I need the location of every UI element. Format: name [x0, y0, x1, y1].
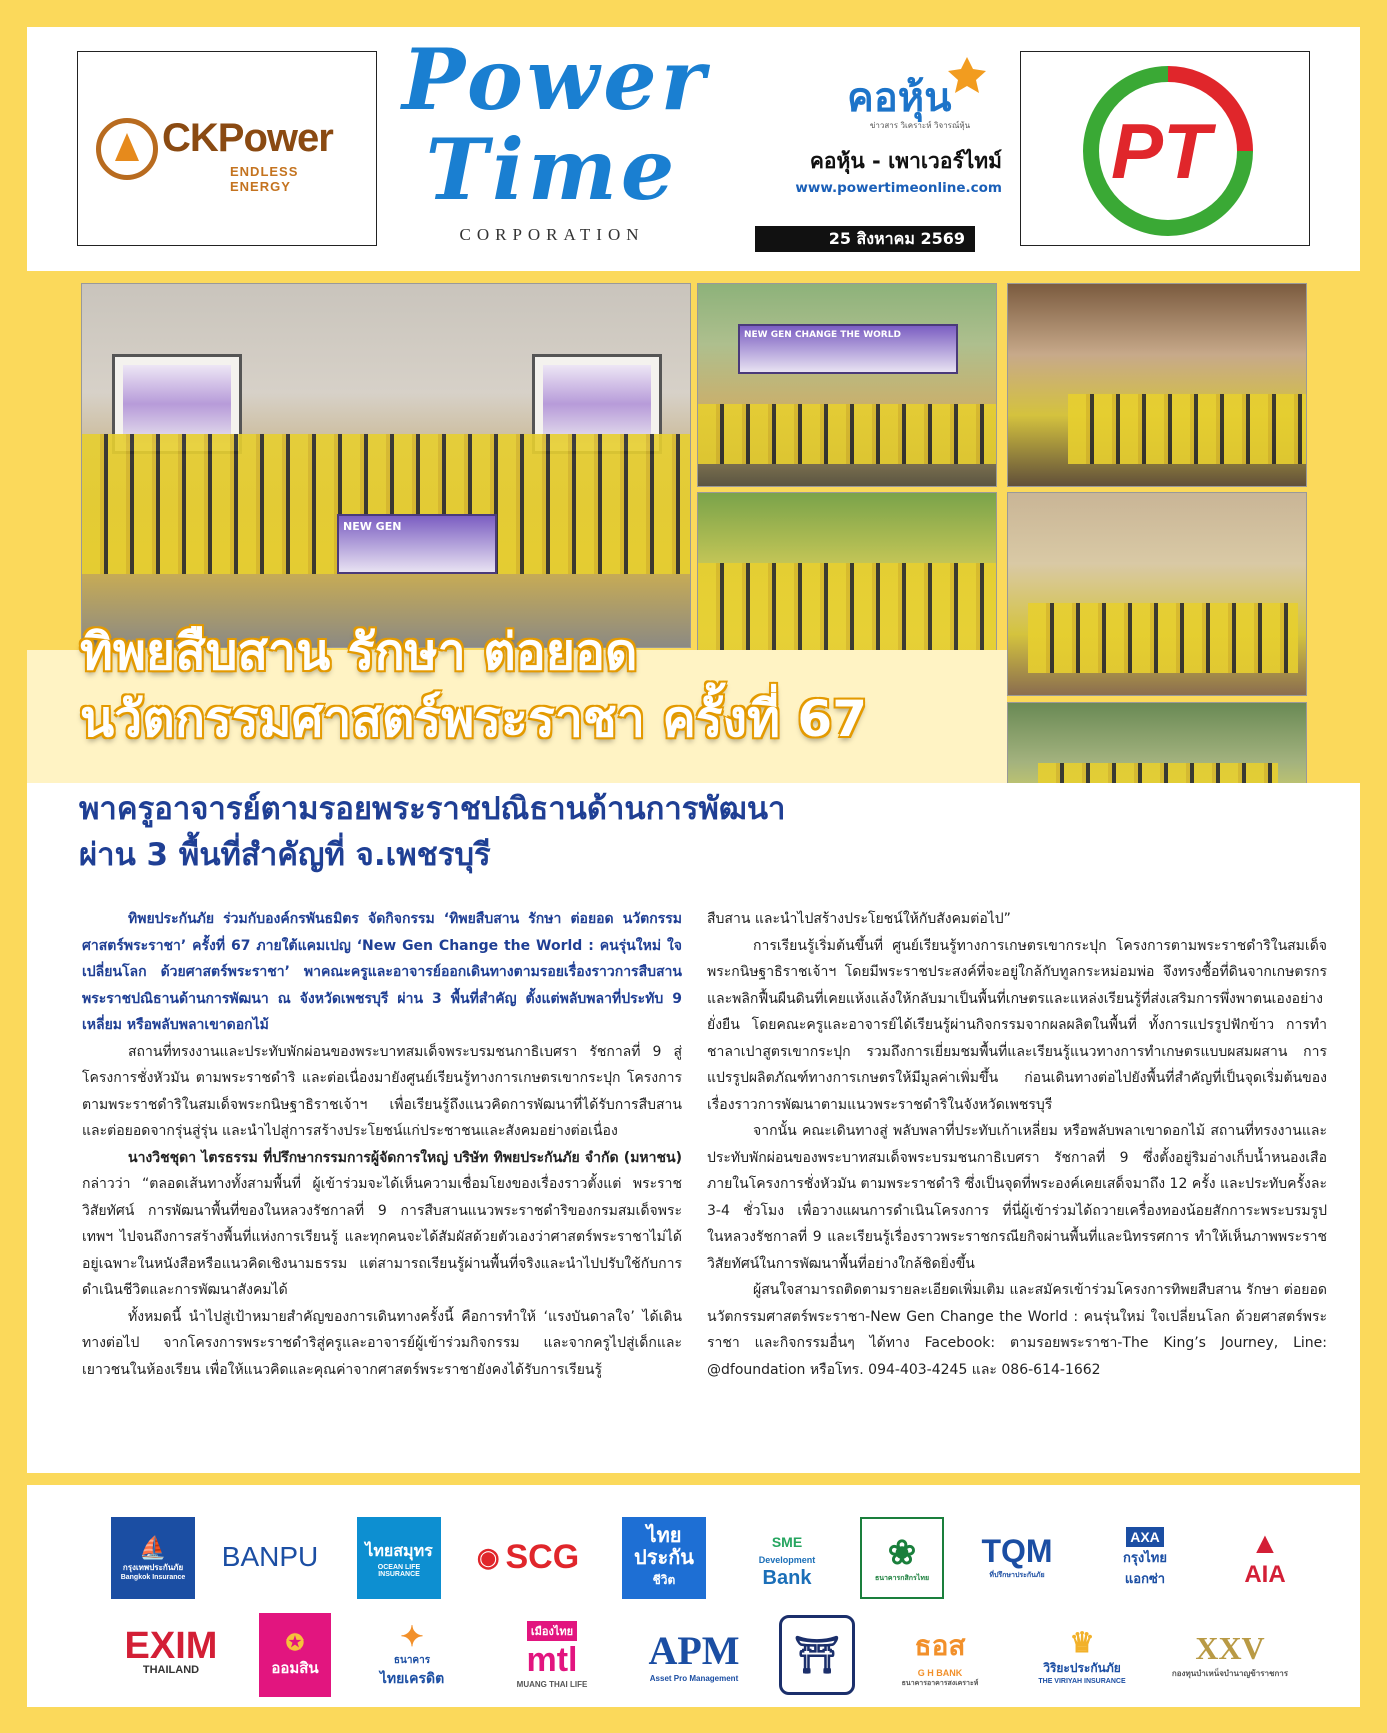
masthead — [27, 27, 1360, 271]
khohun-logo-text: คอหุ้น — [847, 75, 952, 121]
sponsor-gpf: XXV กองทุนบำเหน็จบำนาญข้าราชการ — [1171, 1630, 1289, 1678]
article-column-right — [707, 906, 1327, 1383]
powertime-corporation: CORPORATION — [459, 225, 645, 244]
event-banner — [337, 514, 497, 574]
khohun-logo — [847, 53, 997, 128]
ckpower-logo — [96, 114, 358, 194]
main-group-photo — [81, 283, 691, 648]
sponsor-thai-credit: ✦ ธนาคาร ไทยเครดิต — [379, 1621, 445, 1686]
quote-text: กล่าวว่า “ตลอดเส้นทางทั้งสามพื้นที่ ผู้เข้าร่วมจะได้เห็นความเชื่อมโยงของเรื่องราวตั้งแต่ พระราชวิสัยทัศน์ การพัฒนาพื้นที่ของในหลวงรัชกาลที่ 9 การสืบสานแนวพระราชดำริของกรมสมเด็จพระเทพฯ ไปจนถึงการสร้างพื้นที่แห่งการเรียนรู้ และทุกคนจะได้สัมผัสด้วยตัวเองว่าศาสตร์พระราชาไม่ได้อยู่เฉพาะในหนังสือหรือแนวคิดเชิงนามธรรม แต่สามารถเรียนรู้ผ่านพื้นที่จริงและนำไปปรับใช้กับการดำเนินชีวิตและการพัฒนาสังคมได้ — [82, 1176, 682, 1298]
pt-logo-text: PT — [1111, 107, 1211, 195]
sponsor-sme-bank: SME Development Bank — [758, 1534, 816, 1589]
statue-visit-photo — [1007, 283, 1307, 487]
subheadline-line-1: พาครูอาจารย์ตามรอยพระราชปณิธานด้านการพัฒนา — [79, 791, 786, 827]
exhibition-photo — [1007, 492, 1307, 696]
sponsor-banpu: BANPU — [221, 1541, 319, 1572]
article-paragraph: สถานที่ทรงงานและประทับพักผ่อนของพระบาทสมเด็จพระบรมชนกาธิเบศรา รัชกาลที่ 9 สู่ โครงการชั่งหัวมัน ตามพระราชดำริ และต่อเนื่องมายังศูนย์เรียนรู้ทางการเกษตรเขากระปุก โครงการตามพระราชดำริในสมเด็จพระกนิษฐาธิราชเจ้าฯ เพื่อเรียนรู้ถึงแนวคิดการพัฒนาที่ได้รับการสืบสานและต่อยอดจากรุ่นสู่รุ่น และนำไปสู่การสร้างประโยชน์แก่ประชาชนและสังคมอย่างต่อเนื่อง — [82, 1043, 682, 1139]
sponsor-kasikorn: ❀ ธนาคารกสิกรไทย — [860, 1517, 944, 1599]
headline-line-1: ทิพยสืบสาน รักษา ต่อยอด — [80, 623, 638, 681]
powertime-logo — [402, 30, 709, 255]
article-column-left — [82, 906, 682, 1383]
ckpower-name: CKPower — [162, 116, 333, 160]
pt-logo-box — [1020, 51, 1310, 246]
stage-backdrop — [738, 324, 958, 374]
issue-date: 25 สิงหาคม 2569 — [755, 226, 975, 252]
sponsor-ocean-life: ไทยสมุทร OCEAN LIFE INSURANCE — [357, 1517, 441, 1599]
subheadline-line-2: ผ่าน 3 พื้นที่สำคัญที่ จ.เพชรบุรี — [79, 837, 491, 873]
scg-elephant-icon: ◉ — [476, 1541, 500, 1572]
powertime-word-time: Time — [425, 120, 679, 219]
sponsor-logos — [27, 1485, 1360, 1707]
pt-logo — [1083, 66, 1253, 236]
ckpower-logo-box — [77, 51, 377, 246]
article-body — [27, 783, 1360, 1473]
sponsor-gh-bank: ธอส G H BANK ธนาคารอาคารสงเคราะห์ — [901, 1629, 979, 1687]
article-quote-paragraph — [82, 1145, 682, 1304]
powertime-word-power: Power — [402, 30, 709, 129]
sponsor-thai-life: ไทย ประกัน ชีวิต — [622, 1517, 706, 1599]
article-contact-paragraph: ผู้สนใจสามารถติดตามรายละเอียดเพิ่มเติม และสมัครเข้าร่วมโครงการทิพยสืบสาน รักษา ต่อยอด นวัตกรรมศาสตร์พระราชา-New Gen Change the World : คนรุ่นใหม่ ใจเปลี่ยนโลก ด้วยศาสตร์พระราชา และกิจกรรมอื่นๆ ได้ทาง Facebook: ตามรอยพระราชา-The King’s Journey, Line: @dfoundation หรือโทร. 094-403-4245 และ 086-614-1662 — [707, 1282, 1327, 1378]
article-paragraph: ทั้งหมดนี้ นำไปสู่เป้าหมายสำคัญของการเดินทางครั้งนี้ คือการทำให้ ‘แรงบันดาลใจ’ ได้เดินทางต่อไป จากโครงการพระราชดำริสู่ครูและอาจารย์ผู้เข้าร่วมกิจกรรม และจากครูไปสู่เด็กและเยาวชนในห้องเรียน เพื่อให้แนวคิดและคุณค่าจากศาสตร์พระราชายังคงได้รับการเรียนรู้ — [82, 1308, 682, 1378]
publication-url[interactable]: www.powertimeonline.com — [795, 180, 1002, 196]
sponsor-muang-thai-life: เมืองไทย mtl MUANG THAI LIFE — [492, 1617, 612, 1693]
viriyah-emblem-icon: ♛ — [1069, 1626, 1095, 1658]
ckpower-tagline: ENDLESS ENERGY — [230, 164, 299, 194]
thai-credit-icon: ✦ — [400, 1621, 424, 1652]
sponsor-viriyah: ♛ วิริยะประกันภัย THE VIRIYAH INSURANCE — [1038, 1626, 1126, 1685]
ckpower-emblem-icon — [96, 118, 158, 180]
exhibition-visitors — [1028, 603, 1298, 673]
sponsor-tqm: TQM ที่ปรึกษาประกันภัย — [981, 1533, 1053, 1579]
gpf-monogram-icon: XXV — [1195, 1630, 1265, 1666]
sponsor-apm: APM Asset Pro Management — [648, 1628, 740, 1683]
sponsor-emblem-logo — [779, 1615, 855, 1695]
article-paragraph: จากนั้น คณะเดินทางสู่ พลับพลาที่ประทับเก้าเหลี่ยม หรือพลับพลาเขาดอกไม้ สถานที่ทรงงานและประทับพักผ่อนของพระบาทสมเด็จพระบรมชนกาธิเบศรา รัชกาลที่ 9 ซึ่งตั้งอยู่ริมอ่างเก็บน้ำหนองเสือ ภายในโครงการชั่งหัวมัน ตามพระราชดำริ ซึ่งเป็นจุดที่พระองค์เคยเสด็จมาถึง 12 ครั้ง และประทับครั้งละ 3-4 ชั่วโมง เพื่อวางแผนการดำเนินโครงการ ที่นี่ผู้เข้าร่วมได้ถวายเครื่องทองน้อยสักการะพระบรมรูปในหลวงรัชกาลที่ 9 และเรียนรู้เรื่องราวพระราชกรณียกิจผ่านพื้นที่และนิทรรศการ ทำให้เห็นภาพพระราชวิสัยทัศน์ในการพัฒนาพื้นที่อย่างใกล้ชิดยิ่งขึ้น — [707, 1123, 1327, 1272]
sponsor-exim: EXIM THAILAND — [124, 1625, 218, 1676]
speaker-name: นางวิชชุดา ไตรธรรม ที่ปรึกษากรรมการผู้จัดการใหญ่ บริษัท ทิพยประกันภัย จำกัด (มหาชน) — [128, 1149, 682, 1166]
speaker-photo — [697, 283, 997, 487]
visitors-group — [1068, 394, 1307, 464]
article-lead-paragraph: ทิพยประกันภัย ร่วมกับองค์กรพันธมิตร จัดกิจกรรม ‘ทิพยสืบสาน รักษา ต่อยอด นวัตกรรมศาสตร์พระราชา’ ครั้งที่ 67 ภายใต้แคมเปญ ‘New Gen Change the World : คนรุ่นใหม่ ใจเปลี่ยนโลก ด้วยศาสตร์พระราชา’ พาคณะครูและอาจารย์ออกเดินทางตามรอยเรื่องราวการสืบสานพระราชปณิธานด้านการพัฒนา ณ จังหวัดเพชรบุรี ผ่าน 3 พื้นที่สำคัญ ตั้งแต่พลับพลาที่ประทับ 9 เหลี่ยม หรือพลับพลาเขาดอกไม้ — [82, 911, 682, 1033]
article-paragraph: การเรียนรู้เริ่มต้นขึ้นที่ ศูนย์เรียนรู้ทางการเกษตรเขากระปุก โครงการตามพระราชดำริในสมเด็จพระกนิษฐาธิราชเจ้าฯ โดยมีพระราชประสงค์ที่จะอยู่ใกล้กับทูลกระหม่อมพ่อ จึงทรงซื้อที่ดินจากเกษตรกร และพลิกฟื้นผืนดินที่เคยแห้งแล้งให้กลับมาเป็นพื้นที่เกษตรและแหล่งเรียนรู้ที่ส่งเสริมการพึ่งพาตนเองอย่างยั่งยืน โดยคณะครูและอาจารย์ได้เรียนรู้ผ่านกิจกรรมจากผลผลิตในพื้นที่ ทั้งการแปรรูปฟักข้าว การทำชาลาเปาสูตรเขากระปุก รวมถึงการเยี่ยมชมพื้นที่และเรียนรู้แนวทางการทำเกษตรแบบผสมผสาน การแปรรูปผลิตภัณฑ์ทางการเกษตรให้มีมูลค่าเพิ่มขึ้น ก่อนเดินทางต่อไปยังพื้นที่สำคัญที่เป็นจุดเริ่มต้นของเรื่องราวการพัฒนาตามแนวพระราชดำริในจังหวัดเพชรบุรี — [707, 937, 1327, 1113]
stage-backdrop-text: NEW GEN CHANGE THE WORLD — [744, 330, 901, 340]
khohun-subtitle: ข่าวสาร วิเคราะห์ วิจารณ์หุ้น — [869, 121, 971, 130]
sponsor-bangkok-insurance: ⛵ กรุงเทพประกันภัย Bangkok Insurance — [111, 1517, 195, 1599]
government-emblem-icon: ⛩ — [794, 1634, 840, 1675]
event-banner-text: NEW GEN — [343, 520, 402, 533]
sponsor-aia: ▲ AIA — [1244, 1527, 1286, 1588]
sponsor-scg: ◉ SCG — [476, 1537, 580, 1576]
sponsor-gsb: ✪ ออมสิน — [259, 1613, 331, 1697]
star-icon — [948, 57, 986, 93]
gsb-emblem-icon: ✪ — [285, 1630, 305, 1655]
kbank-leaf-icon: ❀ — [887, 1533, 917, 1572]
headline-line-2: นวัตกรรมศาสตร์พระราชา ครั้งที่ 67 — [80, 690, 868, 748]
aia-mountain-icon: ▲ — [1250, 1527, 1280, 1560]
bangkok-insurance-icon: ⛵ — [139, 1535, 167, 1560]
publication-name: คอหุ้น - เพาเวอร์ไทม์ — [809, 149, 1002, 173]
article-paragraph-continued: สืบสาน และนำไปสร้างประโยชน์ให้กับสังคมต่อไป” — [707, 911, 1011, 927]
audience — [698, 404, 997, 464]
sponsor-krungthai-axa: AXA กรุงไทย แอกซ่า — [1123, 1529, 1167, 1586]
